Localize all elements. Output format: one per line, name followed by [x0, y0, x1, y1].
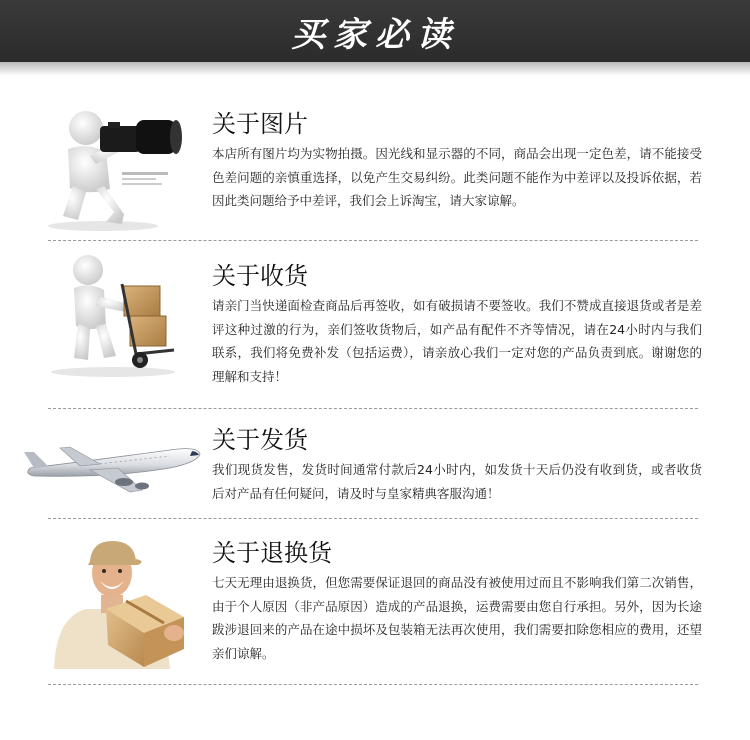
banner-title: 买家必读 [291, 14, 459, 55]
divider [48, 684, 698, 685]
divider [48, 408, 698, 409]
hand-truck-figure-icon [18, 254, 188, 383]
section-heading: 关于收货 [212, 262, 308, 290]
airplane-icon [20, 432, 205, 506]
section-about-receiving [0, 262, 750, 392]
delivery-man-box-icon [46, 537, 206, 673]
section-body: 请亲门当快递面检查商品后再签收，如有破损请不要签收。我们不赞成直接退货或者是差评这种过激的行为，亲们签收货物后，如产品有配件不齐等情况，请在24小时内与我们联系，我们将免费补发（包括运费），请亲放心我们一定对您的产品负责到底。谢谢您的理解和支持！ [212, 298, 702, 384]
section-about-images [0, 108, 750, 238]
divider [48, 518, 698, 519]
section-content [212, 539, 702, 665]
section-about-returns [0, 537, 750, 667]
photographer-figure-icon [18, 104, 188, 238]
header-banner [0, 0, 750, 62]
section-about-shipping [0, 424, 750, 504]
section-body: 七天无理由退换货，但您需要保证退回的商品没有被使用过而且不影响我们第二次销售，由于个人原因（非产品原因）造成的产品退换，运费需要由您自行承担。另外，因为长途跋涉退回来的产品在途中损坏及包装箱无法再次使用，我们需要扣除您相应的费用，还望亲们谅解。 [212, 575, 702, 661]
banner-shadow [0, 62, 750, 76]
section-content [212, 262, 702, 388]
section-content [212, 426, 702, 505]
section-heading: 关于发货 [212, 426, 308, 454]
section-heading: 关于图片 [212, 110, 308, 138]
section-body: 我们现货发售，发货时间通常付款后24小时内，如发货十天后仍没有收到货，或者收货后对产品有任何疑问，请及时与皇家精典客服沟通！ [212, 462, 702, 501]
section-content [212, 110, 702, 213]
section-heading: 关于退换货 [212, 539, 332, 567]
divider [48, 240, 698, 241]
section-body: 本店所有图片均为实物拍摄。因光线和显示器的不同，商品会出现一定色差，请不能接受色差问题的亲慎重选择，以免产生交易纠纷。此类问题不能作为中差评以及投诉依据，若因此类问题给予中差评，我们会上诉淘宝，请大家谅解。 [212, 146, 702, 208]
